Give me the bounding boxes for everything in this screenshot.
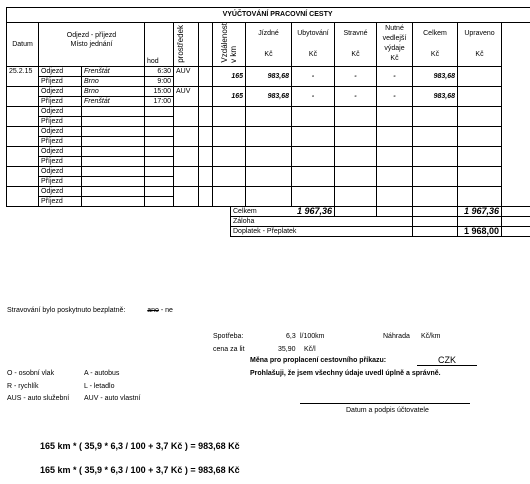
header-odjezd-prijezd	[39, 23, 145, 67]
cena-unit: Kč/l	[304, 346, 316, 353]
empty-time	[145, 196, 174, 206]
empty-celkem	[413, 186, 458, 206]
header-odjezd-prijezd-label: Odjezd - příjezd	[66, 32, 117, 39]
legend-aus: AUS - auto služební	[7, 395, 70, 402]
summary-zaloha-label: Záloha	[231, 216, 413, 226]
empty-prostredek	[174, 106, 199, 126]
formula-2: 165 km * ( 35,9 * 6,3 / 100 + 3,7 Kč ) = 983,68 Kč	[40, 465, 240, 475]
empty-nutne	[377, 186, 413, 206]
empty-ubytovani	[292, 106, 335, 126]
trip-1-prijezd-place: Brno	[82, 76, 145, 86]
empty-nutne	[377, 146, 413, 166]
summary-celkem-st	[377, 206, 413, 216]
header-vedlejsi-label: vedlejší	[382, 35, 407, 43]
empty-celkem	[413, 106, 458, 126]
empty-time	[145, 106, 174, 116]
empty-upraveno	[458, 166, 502, 186]
trip-1-blank	[199, 66, 213, 86]
empty-celkem	[413, 146, 458, 166]
spotreba-value: 6,3	[286, 333, 296, 340]
empty-celkem	[413, 126, 458, 146]
table-row	[7, 66, 530, 76]
header-blank-1	[199, 23, 213, 67]
empty-celkem	[413, 166, 458, 186]
trip-2-date	[7, 86, 39, 106]
legend-a: A - autobus	[84, 370, 120, 377]
empty-km	[213, 146, 246, 166]
empty-blank	[199, 186, 213, 206]
stravovani-note	[7, 307, 173, 314]
signature-line	[300, 403, 470, 404]
header-stravne	[335, 23, 377, 67]
empty-stravne	[335, 166, 377, 186]
trip-1-stravne: -	[335, 66, 377, 86]
empty-date	[7, 186, 39, 206]
empty-km	[213, 106, 246, 126]
empty-place	[82, 166, 145, 176]
nahrada-label: Náhrada	[383, 333, 410, 340]
foot-spacer-2	[7, 216, 231, 226]
empty-stravne	[335, 126, 377, 146]
spotreba-unit: l/100km	[300, 333, 325, 340]
summary-celkem-total: 1 967,36	[458, 206, 502, 216]
empty-date	[7, 106, 39, 126]
empty-jizdne	[246, 186, 292, 206]
empty-nutne	[377, 126, 413, 146]
mena-label: Měna pro proplacení cestovního příkazu:	[250, 357, 387, 364]
header-upraveno-label: Upraveno	[464, 30, 495, 38]
header-upraveno-kc: Kč	[475, 51, 484, 59]
prohlasuji-text: Prohlašuji, že jsem všechny údaje uvedl úplně a správně.	[250, 370, 441, 377]
trip-2-celkem: 983,68	[413, 86, 458, 106]
summary-celkem-text: Celkem	[233, 207, 257, 215]
trip-1-date: 25.2.15	[7, 66, 39, 86]
empty-jizdne	[246, 146, 292, 166]
empty-jizdne	[246, 126, 292, 146]
trip-2-ubytovani: -	[292, 86, 335, 106]
trip-1-odjezd-place: Frenštát	[82, 66, 145, 76]
header-ubytovani-label: Ubytování	[297, 30, 329, 38]
empty-place	[82, 176, 145, 186]
empty-km	[213, 166, 246, 186]
empty-time	[145, 156, 174, 166]
legend-auv: AUV - auto vlastní	[84, 395, 141, 402]
empty-row-label: Odjezd	[39, 146, 82, 156]
empty-row-label: Odjezd	[39, 106, 82, 116]
empty-row-label: Odjezd	[39, 166, 82, 176]
trip-2-odjezd-place: Brno	[82, 86, 145, 96]
table-row	[7, 186, 530, 196]
empty-ubytovani	[292, 146, 335, 166]
cena-label: cena za lit	[213, 346, 245, 353]
header-vydaje-label: výdaje	[384, 45, 405, 53]
summary-celkem-ub	[335, 206, 377, 216]
header-nutne-kc: Kč	[390, 55, 399, 63]
trip-2-stravne: -	[335, 86, 377, 106]
empty-time	[145, 126, 174, 136]
trip-2-km: 165	[213, 86, 246, 106]
summary-celkem-jizdne: 1 967,36	[292, 206, 335, 216]
trip-1-prostredek: AUV	[174, 66, 199, 86]
empty-row-label: Příjezd	[39, 136, 82, 146]
summary-zaloha-value	[458, 216, 502, 226]
header-ubytovani-kc: Kč	[308, 51, 318, 59]
empty-prostredek	[174, 166, 199, 186]
empty-km	[213, 186, 246, 206]
empty-place	[82, 156, 145, 166]
summary-celkem-nv	[413, 206, 458, 216]
empty-time	[145, 186, 174, 196]
trip-1-upraveno	[458, 66, 502, 86]
trip-2-odjezd-label: Odjezd	[39, 86, 82, 96]
trip-1-km: 165	[213, 66, 246, 86]
empty-place	[82, 146, 145, 156]
empty-date	[7, 126, 39, 146]
empty-upraveno	[458, 146, 502, 166]
empty-ubytovani	[292, 186, 335, 206]
empty-blank	[199, 106, 213, 126]
empty-place	[82, 136, 145, 146]
header-nutne	[377, 23, 413, 67]
trip-1-ubytovani: -	[292, 66, 335, 86]
empty-km	[213, 126, 246, 146]
summary-doplatek-label: Doplatek - Přeplatek	[231, 226, 413, 236]
summary-zaloha-nv	[413, 216, 458, 226]
empty-date	[7, 166, 39, 186]
formula-1: 165 km * ( 35,9 * 6,3 / 100 + 3,7 Kč ) = 983,68 Kč	[40, 441, 240, 451]
empty-row-label: Příjezd	[39, 176, 82, 186]
empty-upraveno	[458, 186, 502, 206]
empty-row-label: Příjezd	[39, 196, 82, 206]
summary-doplatek-value: 1 968,00	[458, 226, 502, 236]
nahrada-unit: Kč/km	[421, 333, 441, 340]
trip-2-prostredek: AUV	[174, 86, 199, 106]
trip-2-prijezd-place: Frenštát	[82, 96, 145, 106]
empty-stravne	[335, 186, 377, 206]
trip-1-celkem: 983,68	[413, 66, 458, 86]
empty-blank	[199, 126, 213, 146]
legend-r: R - rychlík	[7, 383, 39, 390]
page-title: VYÚČTOVÁNÍ PRACOVNÍ CESTY	[7, 8, 530, 23]
header-datum: Datum	[7, 23, 39, 67]
header-celkem-label: Celkem	[423, 30, 447, 38]
trip-1-odjezd-label: Odjezd	[39, 66, 82, 76]
empty-nutne	[377, 166, 413, 186]
foot-spacer-1	[7, 206, 231, 216]
table-row	[7, 86, 530, 96]
empty-upraveno	[458, 106, 502, 126]
empty-row-label: Příjezd	[39, 156, 82, 166]
trip-1-prijezd-time: 9:00	[145, 76, 174, 86]
empty-place	[82, 186, 145, 196]
empty-stravne	[335, 146, 377, 166]
empty-blank	[199, 166, 213, 186]
stravovani-ne: - ne	[160, 307, 173, 314]
trip-2-jizdne: 983,68	[246, 86, 292, 106]
header-celkem-kc: Kč	[430, 51, 440, 59]
trip-2-prijezd-time: 17:00	[145, 96, 174, 106]
legend-l: L - letadlo	[84, 383, 115, 390]
trip-2-odjezd-time: 15:00	[145, 86, 174, 96]
summary-doplatek-nv	[413, 226, 458, 236]
trip-table	[6, 7, 530, 237]
header-celkem	[413, 23, 458, 67]
empty-time	[145, 166, 174, 176]
header-ubytovani	[292, 23, 335, 67]
empty-time	[145, 176, 174, 186]
empty-place	[82, 126, 145, 136]
table-row	[7, 146, 530, 156]
empty-ubytovani	[292, 126, 335, 146]
table-row	[7, 126, 530, 136]
empty-ubytovani	[292, 166, 335, 186]
legend-o: O - osobní vlak	[7, 370, 55, 377]
trip-2-prijezd-label: Příjezd	[39, 96, 82, 106]
summary-zaloha-upr	[502, 216, 530, 226]
spotreba-label: Spotřeba:	[213, 333, 244, 340]
trip-2-upraveno	[458, 86, 502, 106]
summary-celkem-label	[231, 206, 292, 216]
table-row	[7, 166, 530, 176]
trip-1-nutne: -	[377, 66, 413, 86]
empty-blank	[199, 146, 213, 166]
header-vzdalenost	[213, 23, 246, 67]
summary-celkem-upr	[502, 206, 530, 216]
empty-prostredek	[174, 186, 199, 206]
header-jizdne-kc: Kč	[264, 51, 273, 59]
header-vzdalenost-label: Vzdálenost	[220, 23, 229, 63]
header-jizdne-label: Jízdné	[258, 30, 279, 38]
trip-2-blank	[199, 86, 213, 106]
empty-place	[82, 196, 145, 206]
empty-time	[145, 136, 174, 146]
empty-prostredek	[174, 126, 199, 146]
empty-place	[82, 116, 145, 126]
header-misto-jednani-label: Místo jednání	[70, 41, 113, 48]
header-nutne-label: Nutné	[385, 25, 404, 33]
stravovani-ano: ano	[147, 307, 159, 314]
empty-prostredek	[174, 146, 199, 166]
header-vzdalenost-unit: v km	[229, 45, 238, 63]
table-row	[7, 106, 530, 116]
header-jizdne	[246, 23, 292, 67]
empty-jizdne	[246, 166, 292, 186]
empty-row-label: Odjezd	[39, 186, 82, 196]
datum-podpis-label: Datum a podpis účtovatele	[346, 407, 429, 414]
trip-1-odjezd-time: 6:30	[145, 66, 174, 76]
empty-upraveno	[458, 126, 502, 146]
empty-nutne	[377, 106, 413, 126]
cena-value: 35,90	[278, 346, 296, 353]
empty-date	[7, 146, 39, 166]
empty-time	[145, 116, 174, 126]
empty-stravne	[335, 106, 377, 126]
empty-row-label: Příjezd	[39, 116, 82, 126]
header-prostredek-label: prostředek	[176, 25, 185, 64]
header-prostredek	[174, 23, 199, 67]
header-upraveno	[458, 23, 502, 67]
empty-rows	[7, 106, 530, 206]
header-stravne-label: Stravné	[343, 30, 368, 38]
foot-spacer-3	[7, 226, 231, 236]
empty-row-label: Odjezd	[39, 126, 82, 136]
header-stravne-kc: Kč	[351, 51, 360, 59]
header-hod	[145, 23, 174, 67]
trip-1-prijezd-label: Příjezd	[39, 76, 82, 86]
header-hod-label: hod	[147, 57, 159, 65]
mena-value: CZK	[417, 355, 477, 366]
summary-doplatek-upr	[502, 226, 530, 236]
stravovani-label: Stravování bylo poskytnuto bezplatně:	[7, 307, 126, 314]
trip-1-jizdne: 983,68	[246, 66, 292, 86]
empty-jizdne	[246, 106, 292, 126]
empty-time	[145, 146, 174, 156]
empty-place	[82, 106, 145, 116]
trip-2-nutne: -	[377, 86, 413, 106]
